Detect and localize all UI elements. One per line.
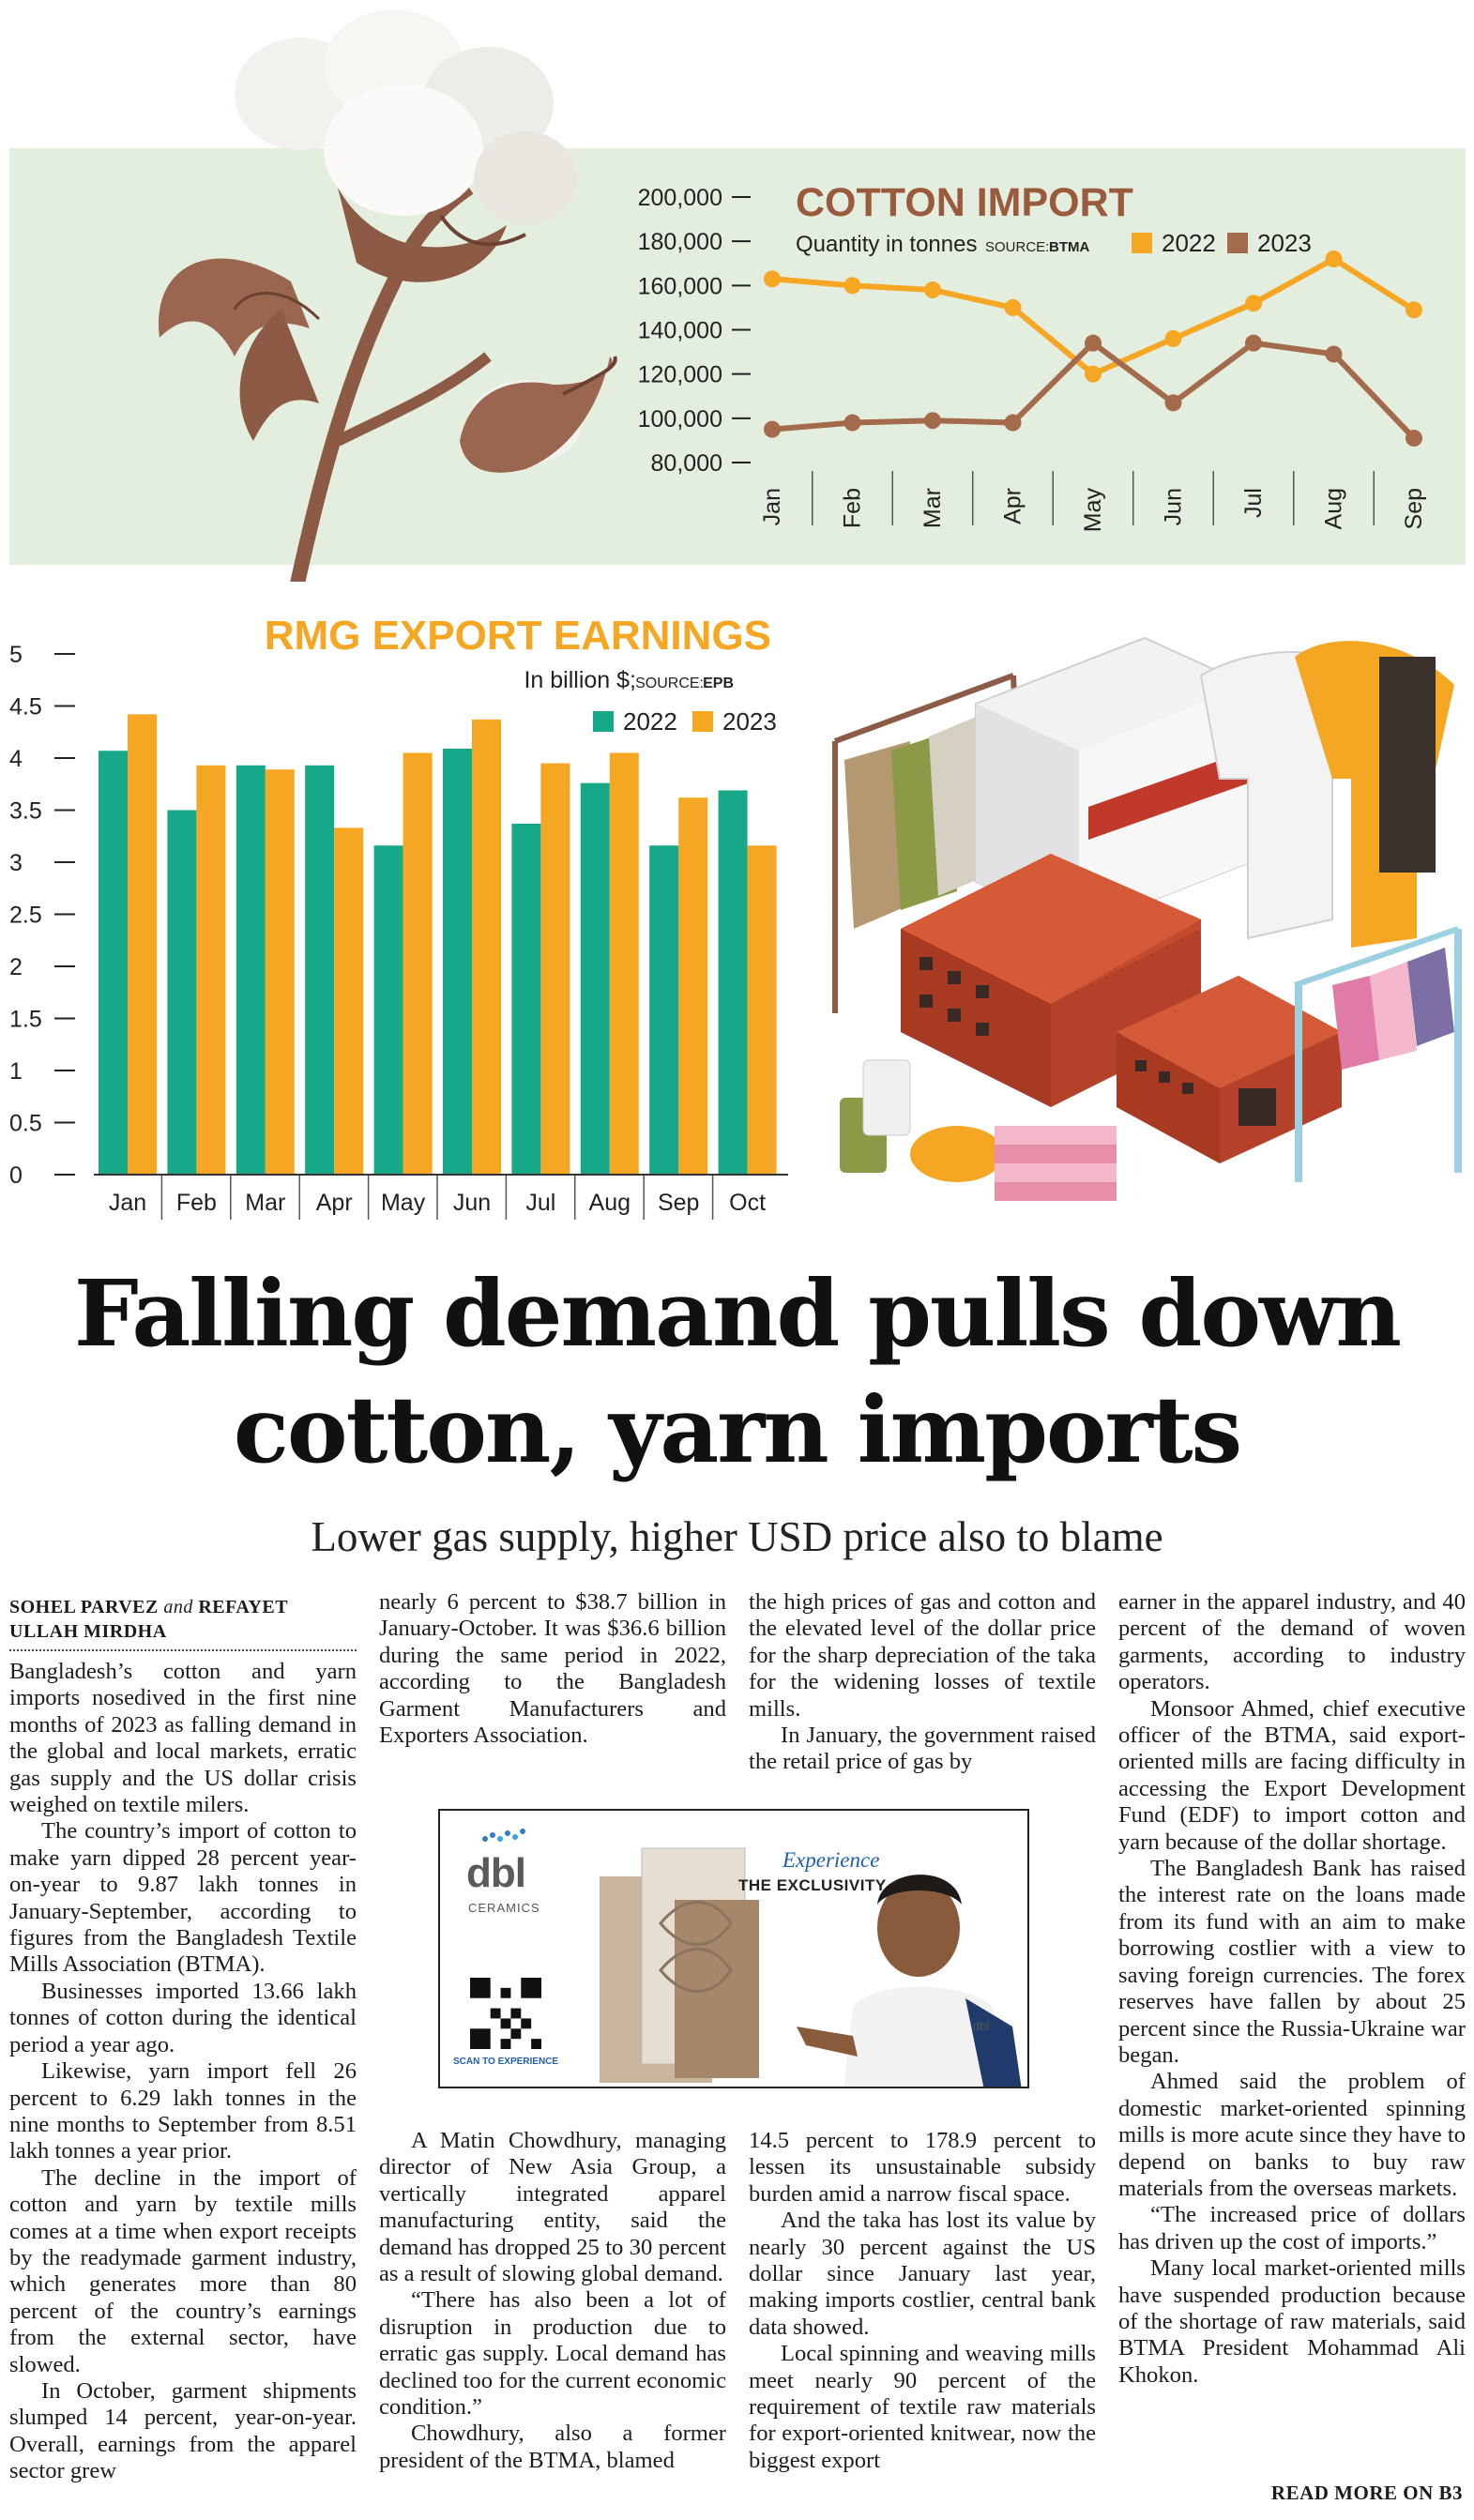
subheadline: Lower gas supply, higher USD price also to blame (311, 1513, 1163, 1560)
byline-and: and (163, 1597, 193, 1617)
cotton-y-tick-label: 200,000 (637, 185, 722, 211)
rmg-y-tick-label: 1.5 (9, 1006, 42, 1033)
cotton-y-tick-label: 140,000 (637, 317, 722, 344)
rmg-y-tick-label: 2.5 (9, 902, 42, 929)
cotton-import-chart (0, 0, 1474, 582)
article-column-4 (1118, 1589, 1466, 2389)
cotton-legend-swatch-2022 (1132, 233, 1152, 253)
rmg-bar-2022 (511, 824, 540, 1175)
rmg-bar-2023 (128, 714, 157, 1175)
article-column-2-top (379, 1589, 726, 1749)
cotton-chart-subtitle: Quantity in tonnes (796, 232, 978, 257)
cotton-series-lines (764, 250, 1422, 447)
cotton-point-2023 (1326, 345, 1343, 362)
byline (9, 1595, 357, 1651)
cotton-plant-illustration (159, 9, 615, 582)
rmg-y-tick-label: 4 (9, 746, 23, 772)
headline-line-1: Falling demand pulls down (73, 1260, 1401, 1367)
rmg-legend-2022: 2022 (623, 707, 677, 736)
rmg-export-chart (0, 600, 807, 1238)
cotton-point-2023 (844, 415, 861, 432)
byline-author-1: SOHEL PARVEZ (9, 1597, 159, 1617)
cotton-x-tick-label: Aug (1320, 488, 1347, 530)
byline-author-2: REFAYET ULLAH MIRDHA (9, 1597, 288, 1642)
paragraph: Chowdhury, also a former president of the BTMA, blamed (379, 2421, 726, 2473)
folded-shirts (995, 1126, 1117, 1201)
cotton-legend-2022: 2022 (1162, 229, 1216, 257)
paragraph: “The increased price of dollars has driven up the cost of imports.” (1118, 2202, 1466, 2254)
dbl-logo: dbl (466, 1850, 525, 1896)
article-column-1 (9, 1595, 357, 2485)
rmg-source: EPB (703, 676, 734, 691)
cotton-x-tick-label: Jul (1240, 488, 1267, 518)
garment-factory-illustration (807, 619, 1474, 1220)
rmg-bars (99, 714, 777, 1175)
cotton-x-tick-label: Sep (1401, 488, 1427, 530)
paragraph: And the taka has lost its value by nearly 30 percent against the US dollar since January last year, making imports costlier, central bank data showed. (749, 2208, 1096, 2340)
cotton-x-tick-label: Jun (1160, 488, 1187, 526)
rmg-x-tick-label: Apr (315, 1190, 353, 1216)
paragraph: A Matin Chowdhury, managing director of New Asia Group, a vertically integrated apparel manufacturing entity, said the demand has dropped 25 to 30 percent as a result of slowing global demand. (379, 2128, 726, 2287)
article-column-3-top (749, 1589, 1096, 1776)
cotton-source: BTMA (1049, 239, 1090, 255)
cotton-point-2022 (1326, 250, 1343, 267)
article-column-2-bottom (379, 2128, 726, 2474)
rmg-bar-2023 (403, 752, 433, 1175)
rmg-x-tick-label: Feb (175, 1190, 217, 1216)
ad-shirt-logo: dbl (973, 2019, 990, 2033)
rmg-bar-2022 (581, 783, 610, 1175)
rmg-y-tick-label: 5 (9, 642, 23, 668)
cotton-source-label: SOURCE: (985, 239, 1050, 255)
cotton-x-tick-label: Apr (999, 488, 1026, 524)
ad-scan-text: SCAN TO EXPERIENCE (453, 2057, 559, 2067)
cotton-legend-2023: 2023 (1257, 229, 1312, 257)
rmg-bar-2023 (472, 720, 501, 1175)
cotton-legend-swatch-2023 (1227, 233, 1248, 253)
dots-icon (478, 1826, 543, 1844)
rmg-y-tick-label: 0.5 (9, 1110, 42, 1137)
paragraph: the high prices of gas and cotton and the elevated level of the dollar price for the sharp depreciation of the taka for the widening losses of textile mills. (749, 1589, 1096, 1722)
cotton-point-2022 (1165, 330, 1182, 347)
cotton-point-2023 (924, 412, 941, 429)
cotton-x-tick-label: Jan (759, 488, 785, 526)
rmg-bar-2022 (374, 845, 403, 1175)
rmg-bar-2023 (196, 766, 225, 1175)
qr-code-icon[interactable] (470, 1978, 541, 2049)
rmg-bar-2022 (719, 790, 748, 1175)
rmg-bar-2023 (540, 764, 570, 1175)
cotton-y-tick-label: 80,000 (650, 450, 722, 477)
rmg-x-tick-label: Aug (588, 1190, 631, 1216)
cotton-point-2023 (1245, 335, 1262, 352)
cotton-x-axis (759, 471, 1427, 532)
ad-brand-panel (440, 1811, 590, 2087)
cotton-x-tick-label: May (1080, 488, 1106, 533)
rmg-bar-2023 (334, 827, 363, 1175)
cotton-point-2022 (1005, 299, 1022, 316)
rmg-bar-2023 (266, 769, 295, 1175)
paragraph: Many local market-oriented mills have suspended production because of the shortage of raw materials, said BTMA President Mohammad Ali Khokon. (1118, 2255, 1466, 2388)
rmg-bar-2022 (236, 766, 266, 1175)
thread-spools (840, 1060, 1004, 1182)
cotton-point-2022 (764, 270, 781, 287)
paragraph: The country’s import of cotton to make yarn dipped 28 percent year-on-year to 9.87 lakh tonnes in January-September, according to figures from the Bangladesh Textile Mills Association (BTMA). (9, 1818, 357, 1978)
paragraph: In October, garment shipments slumped 14 percent, year-on-year. Overall, earnings from the apparel sector grew (9, 2377, 357, 2484)
rmg-bar-2023 (748, 845, 777, 1175)
rmg-bar-2023 (610, 752, 639, 1175)
ad-person-hand (797, 2027, 858, 2057)
cotton-point-2023 (1085, 335, 1102, 352)
rmg-bar-2022 (443, 749, 472, 1175)
cotton-y-tick-label: 120,000 (637, 361, 722, 388)
cotton-x-tick-label: Mar (919, 488, 946, 529)
paragraph: Local spinning and weaving mills meet nearly 90 percent of the requirement of textile raw materials for export-oriented knitwear, now the biggest export (749, 2341, 1096, 2473)
cotton-point-2022 (844, 277, 861, 294)
rmg-y-tick-label: 3.5 (9, 797, 42, 825)
cotton-y-tick-label: 160,000 (637, 273, 722, 300)
rmg-y-tick-label: 4.5 (9, 693, 42, 721)
paragraph: “There has also been a lot of disruption in production due to erratic gas supply. Local demand has declined too for the current economic condition.” (379, 2287, 726, 2421)
rmg-bar-2023 (678, 797, 707, 1175)
rmg-source-label: SOURCE: (635, 676, 704, 691)
rmg-x-tick-label: May (380, 1190, 426, 1216)
read-more-link[interactable]: READ MORE ON B3 (1270, 2482, 1463, 2504)
cotton-series-line-2023 (772, 343, 1414, 438)
paragraph: The Bangladesh Bank has raised the interest rate on the loans made from its fund with an aim to make borrowing costlier with a view to saving foreign currencies. The forex reserves have fallen by about 25 percent since the Russia-Ukraine war began. (1118, 1856, 1466, 2068)
cotton-y-tick-label: 100,000 (637, 405, 722, 433)
rmg-legend-swatch-2023 (692, 711, 713, 732)
rmg-x-tick-label: Oct (729, 1190, 767, 1216)
rmg-x-tick-label: Jul (525, 1190, 556, 1216)
cotton-point-2022 (924, 281, 941, 298)
rmg-bar-2022 (305, 766, 334, 1175)
cotton-y-axis (638, 185, 751, 477)
paragraph: Likewise, yarn import fell 26 percent to 6.29 lakh tonnes in the nine months to September from 8.51 lakh tonnes a year prior. (9, 2058, 357, 2164)
paragraph: Ahmed said the problem of domestic market-oriented spinning mills is more acute since they have to depend on banks to buy raw materials from the overseas markets. (1118, 2069, 1466, 2201)
cotton-point-2022 (1245, 295, 1262, 311)
paragraph: The decline in the import of cotton and yarn by textile mills comes at a time when export receipts by the readymade garment industry, which generates more than 80 percent of the country’s earnings from the external sector, have slowed. (9, 2164, 357, 2377)
paragraph: earner in the apparel industry, and 40 percent of the demand of woven garments, according to industry operators. (1118, 1589, 1466, 1695)
ad-brand-name: CERAMICS (468, 1901, 540, 1915)
paragraph: nearly 6 percent to $38.7 billion in January-October. It was $36.6 billion during the same period in 2022, according to the Bangladesh Garment Manufacturers and Exporters Association. (379, 1589, 726, 1749)
rmg-x-tick-label: Mar (245, 1190, 286, 1216)
rmg-x-tick-label: Sep (657, 1190, 700, 1216)
rmg-y-tick-label: 2 (9, 954, 23, 980)
cotton-point-2023 (1406, 430, 1422, 447)
cotton-point-2022 (1406, 301, 1422, 318)
rmg-y-tick-label: 0 (9, 1162, 23, 1189)
paragraph: Businesses imported 13.66 lakh tonnes of cotton during the identical period a year ago. (9, 1978, 357, 2057)
rmg-chart-title: RMG EXPORT EARNINGS (264, 613, 771, 659)
ad-tagline-2: THE EXCLUSIVITY (738, 1876, 887, 1894)
article-column-3-bottom (749, 2128, 1096, 2474)
cotton-point-2023 (1005, 415, 1022, 432)
rmg-y-tick-label: 3 (9, 850, 23, 876)
rmg-chart-subtitle: In billion $; (524, 667, 636, 693)
rmg-bar-2022 (167, 811, 196, 1176)
rmg-bar-2022 (99, 751, 128, 1175)
cotton-point-2022 (1085, 366, 1102, 383)
cotton-y-tick-label: 180,000 (637, 229, 722, 256)
cotton-chart-title: COTTON IMPORT (796, 180, 1133, 225)
paragraph: 14.5 percent to 178.9 percent to lessen its unsustainable subsidy burden amid a narrow fiscal space. (749, 2128, 1096, 2207)
rmg-legend-swatch-2022 (593, 711, 614, 732)
headline-line-2: cotton, yarn imports (233, 1376, 1241, 1483)
rmg-x-tick-label: Jun (452, 1190, 492, 1216)
paragraph: In January, the government raised the retail price of gas by (749, 1723, 1096, 1775)
cotton-point-2023 (1165, 394, 1182, 411)
rmg-x-tick-label: Jan (108, 1190, 147, 1216)
rmg-y-tick-label: 1 (9, 1058, 23, 1085)
paragraph: Monsoor Ahmed, chief executive officer of the BTMA, said export-oriented mills are facing difficulty in accessing the Export Development Fund (EDF) to import cotton and yarn because of the dollar shortage. (1118, 1695, 1466, 1855)
paragraph: Bangladesh’s cotton and yarn imports nosedived in the first nine months of 2023 as falling demand in the global and local markets, erratic gas supply and the US dollar crisis weighed on textile milers. (9, 1659, 357, 1818)
rmg-x-axis (94, 1175, 788, 1220)
rmg-legend-2023: 2023 (722, 707, 777, 736)
rmg-y-axis (9, 642, 75, 1189)
cotton-x-tick-label: Feb (839, 488, 866, 529)
ad-tagline-1: Experience (783, 1848, 880, 1872)
cotton-point-2023 (764, 421, 781, 438)
cotton-series-line-2022 (772, 259, 1414, 374)
dbl-ceramics-advertisement[interactable] (438, 1809, 1029, 2088)
headline (0, 1255, 1474, 1488)
rmg-bar-2022 (649, 845, 678, 1175)
